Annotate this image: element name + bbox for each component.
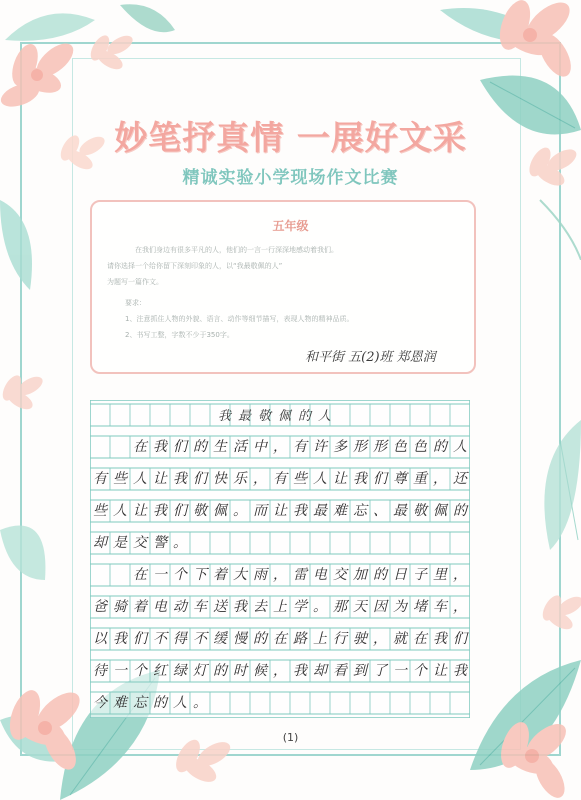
essay-character: 难 — [113, 695, 127, 711]
essay-character: 动 — [173, 599, 187, 615]
essay-character: 因 — [373, 599, 387, 615]
prompt-line-1: 在我们身边有很多平凡的人，他们的一言一行深深地感动着我们。 — [135, 246, 338, 254]
essay-character: 尊 — [393, 471, 407, 487]
essay-character: 形 — [373, 439, 387, 455]
essay-character: 的 — [373, 567, 387, 583]
essay-character: 我 — [453, 663, 467, 679]
essay-character: 色 — [393, 439, 407, 455]
essay-character: 敬 — [193, 503, 207, 519]
essay-character: ， — [453, 567, 467, 583]
essay-character: 在 — [133, 567, 147, 583]
requirement-2: 2、书写工整，字数不少于350字。 — [125, 331, 234, 339]
essay-character: 警 — [153, 535, 167, 551]
essay-character: 骑 — [113, 599, 127, 615]
essay-character: 我 — [233, 599, 247, 615]
essay-character: ， — [453, 599, 467, 615]
essay-character: 重 — [413, 471, 427, 487]
essay-character: 驶 — [353, 631, 367, 647]
essay-character: 些 — [113, 471, 127, 487]
essay-character: 让 — [333, 471, 347, 487]
essay-character: 些 — [293, 471, 307, 487]
essay-character: 一 — [113, 663, 127, 679]
essay-character: 绿 — [173, 663, 187, 679]
essay-character: 最 — [393, 503, 407, 519]
essay-character: 雨 — [253, 567, 267, 583]
essay-character: 人 — [173, 695, 187, 711]
essay-character: 人 — [453, 439, 467, 455]
essay-character: 的 — [193, 439, 207, 455]
essay-character: 有 — [273, 471, 287, 487]
essay-character: 中 — [253, 439, 267, 455]
essay-character: 生 — [213, 439, 227, 455]
essay-character: 我 — [153, 439, 167, 455]
essay-character: 那 — [333, 599, 347, 615]
page-number: (1) — [282, 731, 299, 744]
essay-character: 个 — [133, 663, 147, 679]
essay-character: 多 — [333, 439, 347, 455]
essay-character: 敬 — [413, 503, 427, 519]
essay-character: 们 — [173, 439, 187, 455]
essay-character: 。 — [233, 503, 247, 519]
essay-character: 快 — [213, 471, 227, 487]
essay-character: 下 — [193, 567, 207, 583]
essay-character: 着 — [213, 567, 227, 583]
essay-character: 今 — [93, 695, 107, 711]
essay-character: 时 — [233, 663, 247, 679]
essay-character: 红 — [153, 663, 167, 679]
essay-character: ， — [273, 567, 287, 583]
essay-character — [110, 564, 130, 586]
essay-character: ， — [373, 631, 387, 647]
essay-character: 却 — [313, 663, 327, 679]
essay-character: 爸 — [93, 599, 107, 615]
essay-character: 而 — [253, 503, 267, 519]
essay-character: 却 — [93, 535, 107, 551]
prompt-line-2: 请你选择一个给你留下深刻印象的人，以“我最敬佩的人” — [107, 262, 283, 270]
essay-character: 佩 — [213, 503, 227, 519]
requirement-1: 1、注意抓住人物的外貌、语言、动作等细节描写，表现人物的精神品质。 — [125, 315, 354, 323]
essay-character: 不 — [153, 631, 167, 647]
essay-character: 学 — [293, 599, 307, 615]
grade-label: 五年级 — [272, 219, 309, 233]
essay-character: 人 — [313, 471, 327, 487]
essay-character: 我 — [293, 663, 307, 679]
essay-character: 不 — [193, 631, 207, 647]
essay-character: 我 — [293, 503, 307, 519]
essay-character: 色 — [413, 439, 427, 455]
essay-character: 让 — [153, 471, 167, 487]
essay-character: 车 — [193, 599, 207, 615]
prompt-line-3: 为题写一篇作文。 — [107, 278, 163, 286]
essay-character: 们 — [453, 631, 467, 647]
essay-character: 许 — [313, 439, 327, 455]
essay-character: 我 — [153, 503, 167, 519]
essay-character: 们 — [133, 631, 147, 647]
essay-character: 日 — [393, 567, 407, 583]
essay-character: 以 — [93, 631, 107, 647]
essay-character: 为 — [393, 599, 407, 615]
essay-character: 人 — [113, 503, 127, 519]
essay-character: 是 — [113, 535, 127, 551]
essay-character: 里 — [433, 567, 447, 583]
essay-character: 堵 — [413, 599, 427, 615]
essay-character: 让 — [133, 503, 147, 519]
essay-character: 缓 — [213, 631, 227, 647]
essay-character: 候 — [253, 663, 267, 679]
essay-character: 一 — [393, 663, 407, 679]
essay-character: 上 — [273, 599, 287, 615]
essay-character: 忘 — [133, 695, 147, 711]
essay-character: 活 — [233, 439, 247, 455]
essay-character: ， — [273, 663, 287, 679]
essay-character: 大 — [233, 567, 247, 583]
essay-character: 佩 — [433, 503, 447, 519]
essay-character: 路 — [293, 631, 307, 647]
essay-character: 的 — [253, 631, 267, 647]
essay-title: 我最敬佩的人 — [218, 409, 339, 424]
essay-character: 。 — [313, 599, 327, 615]
essay-character: 。 — [193, 695, 207, 711]
essay-character — [90, 564, 110, 586]
essay-character: 有 — [293, 439, 307, 455]
essay-character: 交 — [133, 535, 147, 551]
essay-character: 子 — [413, 567, 427, 583]
essay-character: 行 — [333, 631, 347, 647]
essay-character: 雷 — [293, 567, 307, 583]
essay-character: 看 — [333, 663, 347, 679]
essay-character: 灯 — [193, 663, 207, 679]
essay-character — [110, 436, 130, 458]
essay-character: 们 — [173, 503, 187, 519]
essay-character: 得 — [173, 631, 187, 647]
essay-character: 天 — [353, 599, 367, 615]
main-title: 妙笔抒真情 一展好文采 — [114, 118, 467, 157]
essay-character: 。 — [173, 535, 187, 551]
essay-character: 的 — [153, 695, 167, 711]
essay-character: 忘 — [353, 503, 367, 519]
essay-character: 们 — [193, 471, 207, 487]
essay-character: 待 — [93, 663, 107, 679]
essay-character: 我 — [353, 471, 367, 487]
essay-character: 加 — [353, 567, 367, 583]
essay-character: 人 — [133, 471, 147, 487]
essay-character: 了 — [373, 663, 387, 679]
essay-character: 、 — [373, 503, 387, 519]
essay-character: 电 — [153, 599, 167, 615]
essay-character: 在 — [133, 439, 147, 455]
essay-character: 慢 — [233, 631, 247, 647]
essay-character: 形 — [353, 439, 367, 455]
essay-character: 在 — [273, 631, 287, 647]
essay-character: 车 — [433, 599, 447, 615]
essay-character: 我 — [433, 631, 447, 647]
essay-character: 的 — [433, 439, 447, 455]
essay-character: 让 — [273, 503, 287, 519]
essay-character: 我 — [113, 631, 127, 647]
floral-left-decoration — [0, 180, 60, 600]
essay-character: 在 — [413, 631, 427, 647]
essay-character: 个 — [413, 663, 427, 679]
essay-character: 就 — [393, 631, 407, 647]
essay-character: 着 — [133, 599, 147, 615]
essay-character: 让 — [433, 663, 447, 679]
author-signature: 和平街 五(2)班 郑恩润 — [305, 350, 436, 365]
essay-character: 上 — [313, 631, 327, 647]
essay-character: ， — [253, 471, 267, 487]
essay-character: 们 — [373, 471, 387, 487]
essay-character: 还 — [453, 471, 467, 487]
essay-character: 乐 — [233, 471, 247, 487]
essay-character: ， — [433, 471, 447, 487]
essay-character: ， — [273, 439, 287, 455]
essay-character: 难 — [333, 503, 347, 519]
essay-character: 个 — [173, 567, 187, 583]
essay-character: 最 — [313, 503, 327, 519]
essay-character: 到 — [353, 663, 367, 679]
sub-title: 精诚实验小学现场作文比赛 — [182, 168, 399, 188]
requirements-title: 要求： — [125, 299, 146, 307]
essay-character — [90, 436, 110, 458]
essay-character: 交 — [333, 567, 347, 583]
essay-character: 的 — [213, 663, 227, 679]
essay-character: 有 — [93, 471, 107, 487]
essay-character: 送 — [213, 599, 227, 615]
essay-character: 一 — [153, 567, 167, 583]
essay-character: 的 — [453, 503, 467, 519]
essay-character: 些 — [93, 503, 107, 519]
essay-character: 我 — [173, 471, 187, 487]
essay-character: 电 — [313, 567, 327, 583]
essay-character: 去 — [253, 599, 267, 615]
